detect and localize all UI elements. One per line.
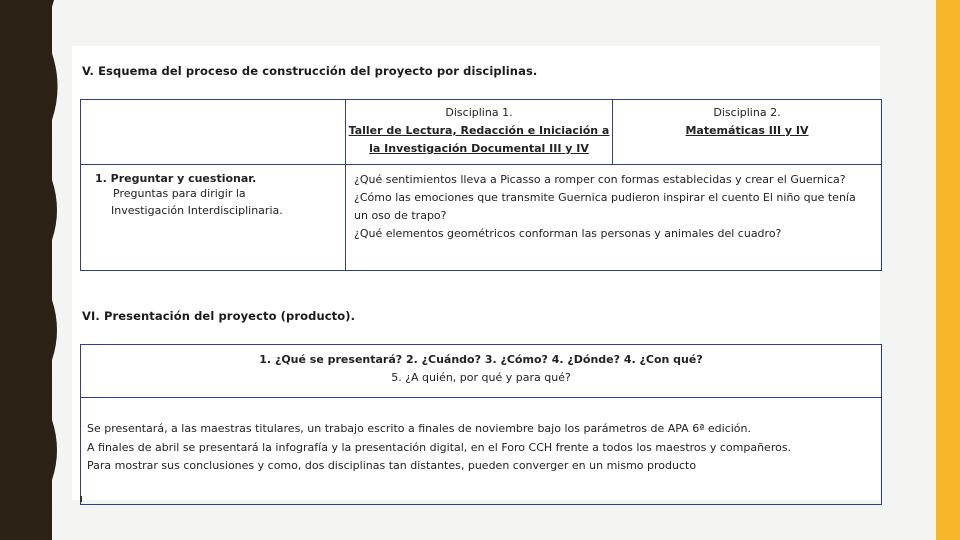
presentation-table	[80, 344, 882, 505]
questions-cell	[346, 165, 882, 271]
answers-cell	[81, 398, 882, 505]
answer-3: Para mostrar sus conclusiones y como, dos disciplinas tan distantes, pueden converger en un mismo producto	[87, 459, 697, 472]
prompt-cell	[81, 345, 882, 398]
prompt-line2: 5. ¿A quién, por qué y para qué?	[391, 371, 571, 384]
discipline2-label: Disciplina 2.	[713, 106, 781, 119]
table-row	[81, 100, 882, 165]
answer-2: A finales de abril se presentará la infografía y la presentación digital, en el Foro CCH frente a todos los maestros y compañeros.	[87, 440, 792, 454]
table-row	[81, 345, 882, 398]
step-cell	[81, 165, 346, 271]
section-v-title: V. Esquema del proceso de construcción del proyecto por disciplinas.	[82, 64, 538, 78]
discipline1-label: Disciplina 1.	[445, 106, 513, 119]
question-2: ¿Cómo las emociones que transmite Guernica pudieron inspirar el cuento El niño que tenía un oso de trapo?	[354, 191, 856, 222]
table-row	[81, 398, 882, 505]
document-page	[72, 46, 880, 500]
discipline1-header	[346, 100, 613, 165]
discipline1-name: Taller de Lectura, Redacción e Iniciación a la Investigación Documental III y IV	[348, 124, 610, 155]
prompt-line1: 1. ¿Qué se presentará? 2. ¿Cuándo? 3. ¿Cómo? 4. ¿Dónde? 4. ¿Con qué?	[259, 353, 703, 366]
discipline-scheme-table	[80, 99, 882, 271]
step-line2: Investigación Interdisciplinaria.	[111, 204, 283, 217]
right-accent-bar	[936, 0, 960, 540]
section-vi-title: VI. Presentación del proyecto (producto).	[82, 309, 356, 323]
step-line1: Preguntas para dirigir la	[113, 187, 246, 200]
question-3: ¿Qué elementos geométricos conforman las personas y animales del cuadro?	[354, 227, 782, 240]
discipline2-name: Matemáticas III y IV	[685, 124, 809, 137]
step-title: 1. Preguntar y cuestionar.	[95, 172, 257, 185]
discipline2-header	[613, 100, 882, 165]
question-1: ¿Qué sentimientos lleva a Picasso a romper con formas establecidas y crear el Guernica?	[354, 173, 846, 186]
answer-1: Se presentará, a las maestras titulares, un trabajo escrito a finales de noviembre bajo los parámetros de APA 6ª edición.	[87, 422, 751, 435]
table-row	[81, 165, 882, 271]
page-marker	[80, 496, 82, 502]
empty-header-cell	[81, 100, 346, 165]
